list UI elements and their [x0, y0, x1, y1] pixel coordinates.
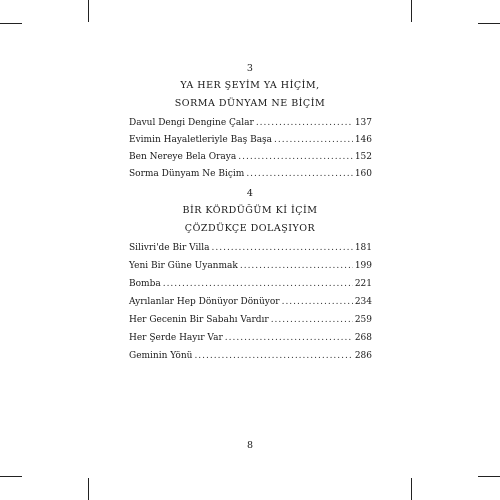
toc-entry[interactable]: [129, 278, 372, 290]
crop-mark-bottom-left: [88, 478, 89, 500]
page-number: 8: [246, 440, 254, 451]
toc-entry-page: 199: [354, 261, 372, 271]
toc-entry-title: Her Şerde Hayır Var: [129, 333, 223, 343]
crop-mark-left-top: [0, 23, 22, 24]
toc-entry-page: 259: [354, 315, 372, 325]
toc-entry-title: Ben Nereye Bela Oraya: [129, 152, 237, 162]
section-number: 4: [246, 188, 254, 199]
dot-leader: [225, 332, 353, 344]
toc-entry-title: Geminin Yönü: [129, 351, 193, 361]
dot-leader: [246, 168, 353, 180]
toc-entry[interactable]: [129, 242, 372, 254]
toc-entry[interactable]: [129, 260, 372, 272]
toc-entry-page: 181: [354, 243, 372, 253]
toc-entry-title: Her Gecenin Bir Sabahı Vardır: [129, 315, 269, 325]
toc-entry[interactable]: [129, 151, 372, 163]
crop-mark-top-left: [88, 0, 89, 22]
crop-mark-right-top: [478, 23, 500, 24]
crop-mark-bottom-right: [411, 478, 412, 500]
section-number: 3: [246, 63, 254, 74]
toc-entry-page: 268: [354, 333, 372, 343]
dot-leader: [194, 350, 352, 362]
toc-entry-page: 160: [354, 169, 372, 179]
crop-mark-top-right: [411, 0, 412, 22]
crop-mark-left-bottom: [0, 476, 22, 477]
toc-entry-page: 146: [354, 135, 372, 145]
toc-entry-title: Silivri'de Bir Villa: [129, 243, 210, 253]
dot-leader: [282, 296, 353, 308]
dot-leader: [271, 314, 353, 326]
toc-entry-title: Davul Dengi Dengine Çalar: [129, 118, 254, 128]
crop-mark-right-bottom: [478, 476, 500, 477]
toc-entry[interactable]: [129, 350, 372, 362]
toc-entry[interactable]: [129, 168, 372, 180]
toc-entry-page: 152: [354, 152, 372, 162]
toc-entry-title: Yeni Bir Güne Uyanmak: [129, 261, 238, 271]
toc-entry-title: Evimin Hayaletleriyle Baş Başa: [129, 135, 273, 145]
toc-entry-page: 137: [354, 118, 372, 128]
toc-entry[interactable]: [129, 134, 372, 146]
dot-leader: [163, 278, 353, 290]
section-title-line: BİR KÖRDÜĞÜM Kİ İÇİM: [182, 205, 318, 216]
toc-entry[interactable]: [129, 296, 372, 308]
section-title-line: YA HER ŞEYİM YA HİÇİM,: [180, 80, 320, 91]
toc-entry-page: 234: [354, 297, 372, 307]
dot-leader: [212, 242, 353, 254]
dot-leader: [240, 260, 353, 272]
dot-leader: [274, 134, 353, 146]
toc-entry[interactable]: [129, 314, 372, 326]
dot-leader: [256, 117, 353, 129]
toc-entry-title: Sorma Dünyam Ne Biçim: [129, 169, 245, 179]
section-title-line: SORMA DÜNYAM NE BİÇİM: [174, 98, 326, 109]
toc-entry-title: Ayrılanlar Hep Dönüyor Dönüyor: [129, 297, 280, 307]
toc-entry-page: 286: [354, 351, 372, 361]
toc-entry[interactable]: [129, 332, 372, 344]
toc-entry-page: 221: [354, 279, 372, 289]
toc-entry[interactable]: [129, 117, 372, 129]
dot-leader: [238, 151, 353, 163]
section-title-line: ÇÖZDÜKÇE DOLAŞIYOR: [184, 223, 316, 234]
toc-entry-title: Bomba: [129, 279, 161, 289]
